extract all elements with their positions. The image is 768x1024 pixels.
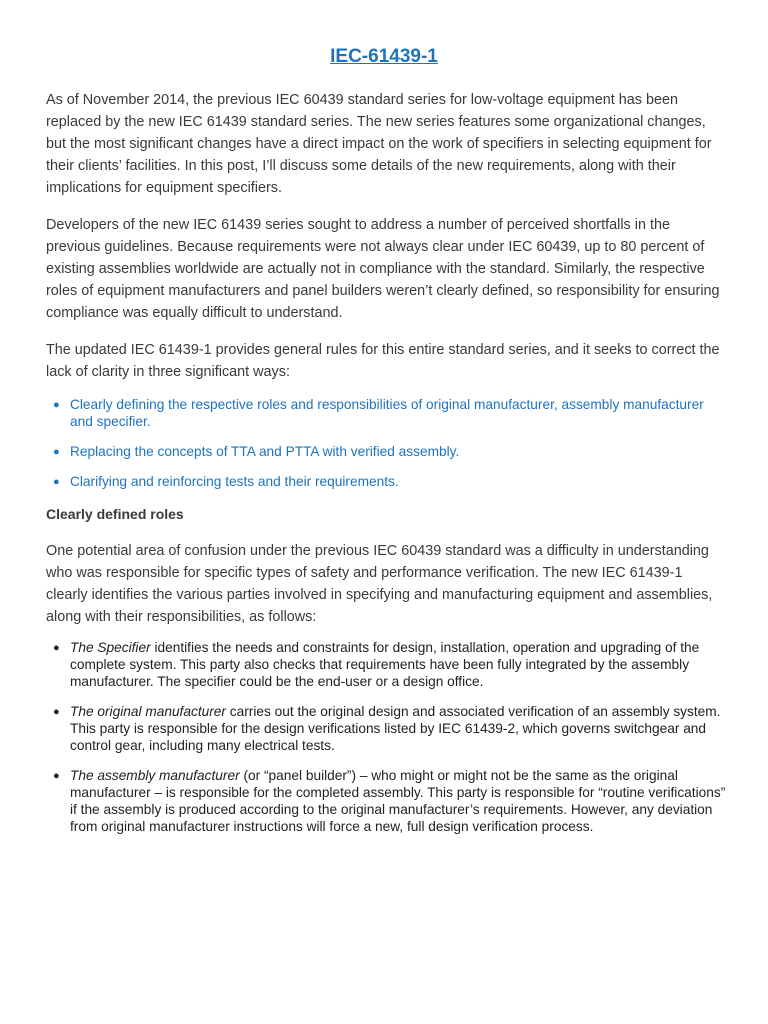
role-item-specifier	[53, 639, 728, 690]
intro-paragraph: As of November 2014, the previous IEC 60439 standard series for low-voltage equipment has been replaced by the new IEC 61439 standard series. The new series features some organizational changes, but the most significant changes have a direct impact on the work of specifiers in selecting equipment for their clients’ facilities. In this post, I’ll discuss some details of the new requirements, along with their implications for equipment specifiers.	[46, 92, 712, 196]
page-title[interactable]: IEC-61439-1	[330, 46, 438, 67]
bullet-icon: ●	[53, 476, 60, 488]
role-name: The assembly manufacturer	[70, 768, 240, 783]
improvement-item-tests[interactable]	[53, 473, 728, 490]
bullet-icon: ●	[53, 642, 60, 654]
improvement-link[interactable]: Clarifying and reinforcing tests and their requirements.	[70, 474, 399, 489]
role-description: identifies the needs and constraints for design, installation, operation and upgrading of the complete system. This party also checks that requirements have been fully integrated by the assembly manufacturer. The specifier could be the end-user or a design office.	[70, 640, 700, 689]
improvement-link[interactable]: Replacing the concepts of TTA and PTTA with verified assembly.	[70, 444, 460, 459]
role-name: The Specifier	[70, 640, 151, 655]
bullet-icon: ●	[53, 770, 60, 782]
bullet-icon: ●	[53, 399, 60, 411]
bullet-icon: ●	[53, 706, 60, 718]
improvement-link[interactable]: Clearly defining the respective roles and responsibilities of original manufacturer, assembly manufacturer and specifier.	[70, 397, 704, 429]
role-item-original-manufacturer	[53, 703, 728, 754]
roles-list	[0, 639, 768, 835]
improvement-item-roles[interactable]	[53, 396, 728, 430]
improvement-item-verified-assembly[interactable]	[53, 443, 728, 460]
roles-intro-paragraph: One potential area of confusion under the previous IEC 60439 standard was a difficulty in understanding who was responsible for specific types of safety and performance verification. The new IEC 61439-1 clearly identifies the various parties involved in specifying and manufacturing equipment and assemblies, along with their responsibilities, as follows:	[46, 543, 713, 625]
role-description: carries out the original design and associated verification of an assembly system. This party is responsible for the design verifications listed by IEC 61439-2, which governs switchgear and control gear, including many electrical tests.	[70, 704, 721, 753]
role-item-assembly-manufacturer	[53, 767, 728, 835]
updated-standard-paragraph: The updated IEC 61439-1 provides general rules for this entire standard series, and it seeks to correct the lack of clarity in three significant ways:	[46, 342, 720, 380]
role-name: The original manufacturer	[70, 704, 226, 719]
bullet-icon: ●	[53, 446, 60, 458]
section-heading-roles: Clearly defined roles	[46, 506, 184, 522]
shortfalls-paragraph: Developers of the new IEC 61439 series sought to address a number of perceived shortfalls in the previous guidelines. Because requirements were not always clear under IEC 60439, up to 80 percent of existing assemblies worldwide are actually not in compliance with the standard. Similarly, the respective roles of equipment manufacturers and panel builders weren’t clearly defined, so responsibility for ensuring compliance was equally difficult to understand.	[46, 217, 720, 321]
improvements-list	[0, 396, 768, 490]
role-description: (or “panel builder”) – who might or might not be the same as the original manufacturer – is responsible for the completed assembly. This party is responsible for “routine verifications” if the assembly is produced according to the original manufacturer’s requirements. However, any deviation from original manufacturer instructions will force a new, full design verification process.	[70, 768, 726, 834]
